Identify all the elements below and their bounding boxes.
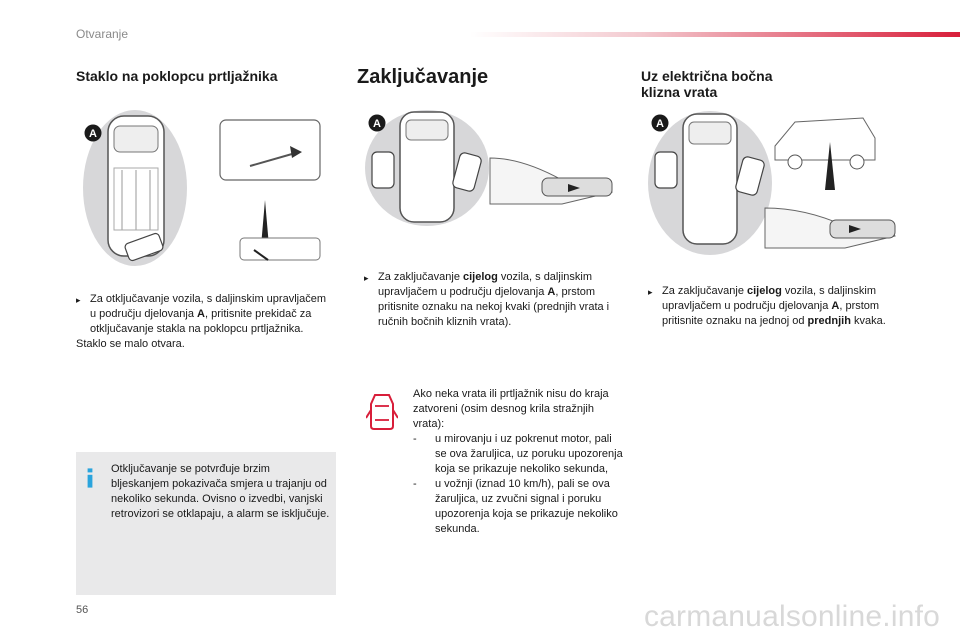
col2-title: Zaključavanje	[357, 66, 489, 88]
bullet-icon: ▸	[648, 287, 653, 297]
col2-paragraph: ▸ Za zaključavanje cijelog vozila, s daljinskim upravljačem u području djelovanja A, prstom pritisnite oznaku na nekoj kvaki (prednjih vrata i ručnih bočnih kliznih vrata).	[364, 271, 610, 328]
col1-paragraph: ▸ Za otključavanje vozila, s daljinskim upravljačem u području djelovanja A, pritisnite prekidač za otključavanje stakla na poklopcu prtljažnika. Staklo se malo otvara.	[76, 292, 331, 352]
info-text: Otključavanje se potvrđuje brzim bljeskanjem pokazivača smjera u trajanju od nekoliko sekunda. Ovisno o izvedbi, vanjski retrovizori se otklapaju, a alarm se isključuje.	[111, 463, 330, 520]
col1-after-text: Staklo se malo otvara.	[76, 338, 185, 350]
col2-callout-a	[368, 114, 386, 132]
col3-paragraph: ▸ Za zaključavanje cijelog vozila, s daljinskim upravljačem u području djelovanja A, prstom pritisnite oznaku na jednoj od prednjih kvaka.	[648, 285, 886, 327]
info-box	[76, 452, 336, 595]
col1-illustration	[80, 110, 330, 280]
col1-callout-a	[84, 124, 102, 142]
svg-text:A: A	[89, 128, 97, 140]
open-door-warning-icon	[366, 392, 398, 432]
info-icon	[86, 466, 94, 490]
page-number: 56	[76, 604, 89, 616]
col2-illustration	[362, 108, 622, 228]
warning-text: Ako neka vrata ili prtljažnik nisu do kraja zatvoreni (osim desnog krila stražnjih vrata): - u mirovanju i uz pokrenut motor, pali se ova žaruljica, uz poruku upozorenja koja se prikazuje nekoliko sekunda, - u vožnji (iznad 10 km/h), pali se ova žaruljica, uz zvučni signal i poruku upozorenja koja se prikazuje nekoliko sekunda.	[413, 388, 623, 535]
col3-illustration	[645, 108, 905, 258]
col3-title: Uz električna bočna klizna vrata	[641, 68, 773, 100]
col1-title: Staklo na poklopcu prtljažnika	[76, 68, 278, 84]
header-gradient-bar	[470, 32, 960, 37]
svg-text:A: A	[656, 118, 664, 130]
svg-text:A: A	[373, 118, 381, 130]
watermark-text: carmanualsonline.info	[643, 600, 940, 633]
col3-callout-a	[651, 114, 669, 132]
bullet-icon: ▸	[76, 295, 81, 305]
bullet-icon: ▸	[364, 273, 369, 283]
section-label: Otvaranje	[76, 27, 129, 41]
